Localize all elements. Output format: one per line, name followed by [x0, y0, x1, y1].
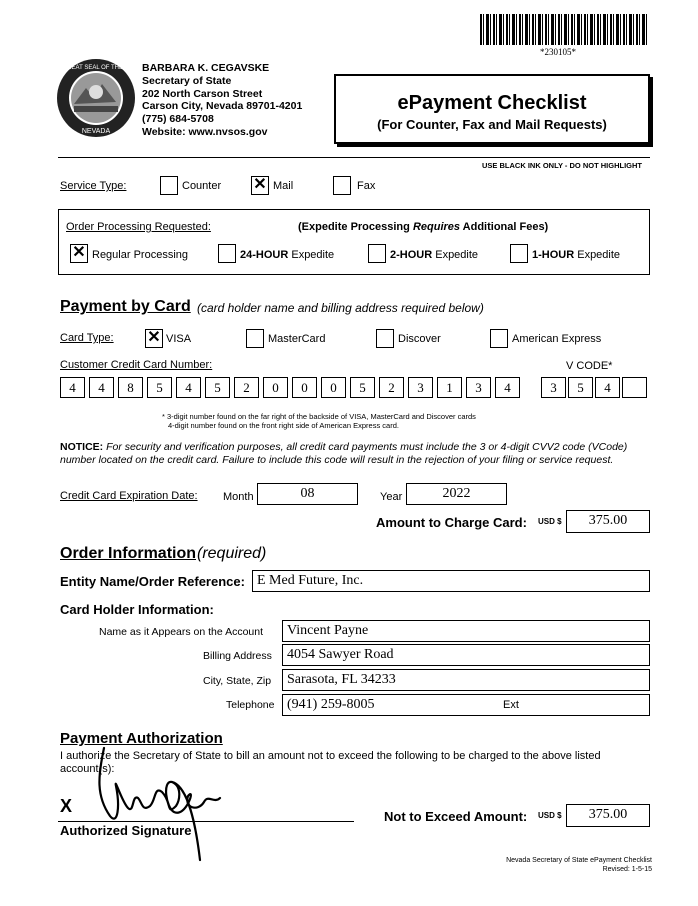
ext-label: Ext [503, 699, 519, 711]
seal-text-bottom: NEVADA [81, 128, 111, 135]
order-heading: Order Information [60, 545, 197, 562]
address-field[interactable]: 4054 Sawyer Road [282, 644, 650, 666]
card-digit[interactable]: 4 [89, 377, 114, 398]
vcode-footnote-1: * 3-digit number found on the far right of the backside of VISA, MasterCard and Discover cards [162, 412, 476, 421]
barcode [480, 14, 648, 45]
amex-label: American Express [512, 333, 602, 345]
fax-checkbox[interactable] [333, 176, 351, 195]
card-digit[interactable]: 5 [147, 377, 172, 398]
2-hour-label: 2-HOUR Expedite [390, 249, 479, 261]
card-digit[interactable]: 4 [495, 377, 520, 398]
counter-label: Counter [182, 180, 222, 192]
name-field[interactable]: Vincent Payne [282, 620, 650, 642]
office-website: Website: www.nvsos.gov [142, 125, 268, 138]
payment-heading-note: (card holder name and billing address required below) [197, 301, 484, 315]
card-digit[interactable]: 1 [437, 377, 462, 398]
card-digit[interactable]: 4 [176, 377, 201, 398]
authorization-heading: Payment Authorization [60, 730, 223, 747]
expedite-note: (Expedite Processing Requires Additional Fees) [298, 221, 549, 233]
processing-label: Order Processing Requested: [66, 221, 211, 233]
fax-label: Fax [357, 180, 376, 192]
card-digit[interactable]: 8 [118, 377, 143, 398]
vcode-digit[interactable] [622, 377, 647, 398]
card-number-label: Customer Credit Card Number: [60, 359, 213, 371]
mail-label: Mail [273, 180, 294, 192]
card-digit[interactable]: 2 [379, 377, 404, 398]
year-field[interactable]: 2022 [406, 483, 507, 505]
amount-label: Amount to Charge Card: [376, 515, 527, 530]
signature-label: Authorized Signature [60, 823, 192, 838]
card-digit[interactable]: 2 [234, 377, 259, 398]
2-hour-checkbox[interactable] [368, 244, 386, 263]
card-digit[interactable]: 3 [466, 377, 491, 398]
name-label: Name as it Appears on the Account [99, 626, 264, 638]
limit-currency: USD $ [538, 811, 562, 820]
footer-line-1: Nevada Secretary of State ePayment Checklist [506, 857, 652, 864]
office-name: BARBARA K. CEGAVSKE [142, 62, 270, 74]
month-label: Month [223, 491, 254, 503]
state-seal [48, 58, 144, 138]
seal-text-top: THE GREAT SEAL OF THE STATE [48, 65, 144, 71]
mail-checkbox[interactable]: ✕ [251, 176, 269, 195]
processing-box [58, 209, 650, 275]
payment-heading: Payment by Card [60, 298, 191, 315]
entity-label: Entity Name/Order Reference: [60, 574, 245, 589]
vcode-digit[interactable]: 3 [541, 377, 566, 398]
limit-field[interactable]: 375.00 [566, 804, 650, 827]
card-digit[interactable]: 3 [408, 377, 433, 398]
mastercard-label: MasterCard [268, 333, 326, 345]
ink-note: USE BLACK INK ONLY - DO NOT HIGHLIGHT [482, 161, 643, 170]
signature-x: X [60, 796, 73, 816]
vcode-digit[interactable]: 4 [595, 377, 620, 398]
discover-checkbox[interactable] [376, 329, 394, 348]
form-subtitle: (For Counter, Fax and Mail Requests) [377, 117, 607, 132]
authorization-text: I authorize the Secretary of State to bill an amount not to exceed the following to be charged to the above listed account(s): [60, 750, 601, 775]
regular-processing-checkbox[interactable]: ✕ [70, 244, 88, 263]
office-title: Secretary of State [142, 74, 232, 87]
city-field[interactable]: Sarasota, FL 34233 [282, 669, 650, 691]
vcode-label: V CODE* [566, 360, 613, 372]
1-hour-label: 1-HOUR Expedite [532, 249, 621, 261]
mastercard-checkbox[interactable] [246, 329, 264, 348]
card-digit[interactable]: 0 [321, 377, 346, 398]
card-holder-heading: Card Holder Information: [60, 602, 214, 617]
office-street: 202 North Carson Street [142, 87, 263, 100]
city-label: City, State, Zip [203, 675, 272, 687]
card-digit[interactable]: 0 [292, 377, 317, 398]
amount-field[interactable]: 375.00 [566, 510, 650, 533]
vcode-digit[interactable]: 5 [568, 377, 593, 398]
barcode-number: *230105* [540, 47, 576, 57]
signature-image [76, 746, 236, 869]
notice: NOTICE: For security and verification purposes, all credit card payments must include the 3 or 4-digit CVV2 code (VCode) number located on the credit card. Failure to include this code will result in the rejection of your filing or service request. [60, 441, 628, 466]
office-info [142, 62, 302, 139]
month-field[interactable]: 08 [257, 483, 358, 505]
telephone-field[interactable]: (941) 259-8005 [282, 694, 650, 716]
regular-processing-label: Regular Processing [92, 249, 188, 261]
card-type-label: Card Type: [60, 332, 114, 344]
year-label: Year [380, 491, 403, 503]
header-rule [58, 157, 650, 158]
expiration-label: Credit Card Expiration Date: [60, 490, 198, 502]
24-hour-checkbox[interactable] [218, 244, 236, 263]
visa-checkbox[interactable]: ✕ [145, 329, 163, 348]
title-box [334, 74, 650, 144]
footer-line-2: Revised: 1-5-15 [602, 866, 652, 873]
form-title: ePayment Checklist [397, 92, 587, 114]
service-type-label: Service Type: [60, 180, 127, 192]
card-digit[interactable]: 0 [263, 377, 288, 398]
visa-label: VISA [166, 333, 192, 345]
amount-currency: USD $ [538, 517, 562, 526]
24-hour-label: 24-HOUR Expedite [240, 249, 335, 261]
vcode-footnote-2: 4-digit number found on the front right side of American Express card. [168, 421, 399, 430]
entity-field[interactable]: E Med Future, Inc. [252, 570, 650, 592]
order-heading-note: (required) [197, 545, 267, 562]
amex-checkbox[interactable] [490, 329, 508, 348]
counter-checkbox[interactable] [160, 176, 178, 195]
1-hour-checkbox[interactable] [510, 244, 528, 263]
telephone-label: Telephone [226, 699, 275, 711]
office-city: Carson City, Nevada 89701-4201 [142, 100, 303, 113]
limit-label: Not to Exceed Amount: [384, 809, 528, 824]
card-digit[interactable]: 5 [205, 377, 230, 398]
discover-label: Discover [398, 333, 441, 345]
card-digit[interactable]: 5 [350, 377, 375, 398]
address-label: Billing Address [203, 650, 272, 662]
card-digit[interactable]: 4 [60, 377, 85, 398]
office-phone: (775) 684-5708 [142, 113, 214, 126]
